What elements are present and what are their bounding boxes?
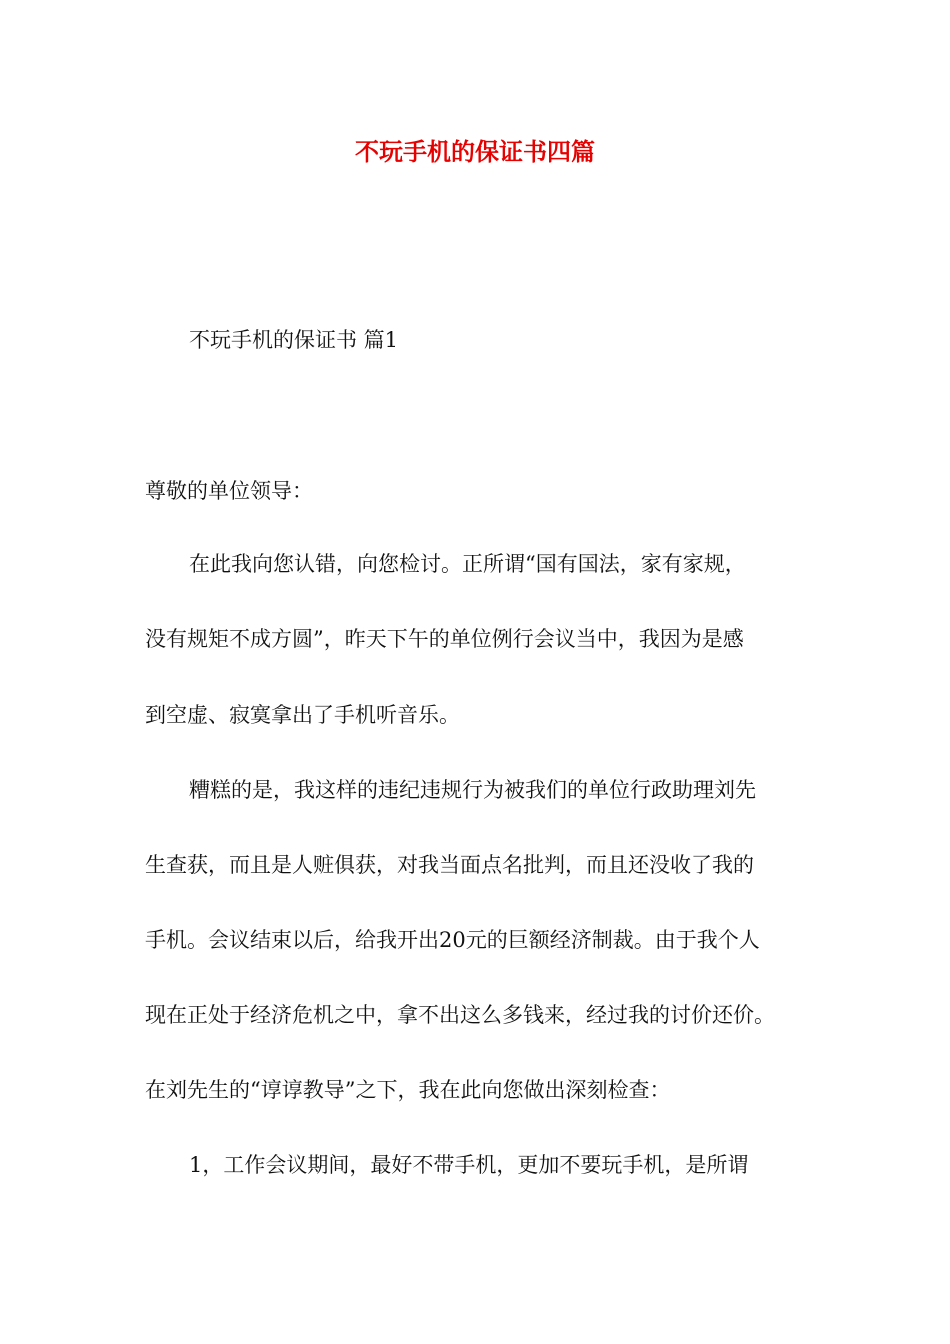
section-heading: 不玩手机的保证书 篇1: [189, 328, 399, 352]
paragraph-line: 糟糕的是，我这样的违纪违规行为被我们的单位行政助理刘先: [189, 778, 756, 802]
document-title: 不玩手机的保证书四篇: [355, 137, 595, 166]
paragraph-line: 在此我向您认错，向您检讨。正所谓“国有国法，家有家规，: [189, 552, 746, 576]
paragraph-line: 在刘先生的“谆谆教导”之下，我在此向您做出深刻检查：: [145, 1078, 671, 1102]
list-item-line: 1，工作会议期间，最好不带手机，更加不要玩手机，是所谓: [189, 1153, 749, 1177]
paragraph-line: 手机。会议结束以后，给我开出20元的巨额经济制裁。由于我个人: [145, 928, 760, 952]
paragraph-line: 到空虚、寂寞拿出了手机听音乐。: [145, 703, 460, 727]
paragraph-line: 没有规矩不成方圆”，昨天下午的单位例行会议当中，我因为是感: [145, 627, 744, 651]
paragraph-line: 现在正处于经济危机之中，拿不出这么多钱来，经过我的讨价还价。: [145, 1003, 775, 1027]
salutation: 尊敬的单位领导：: [145, 479, 313, 503]
paragraph-line: 生查获，而且是人赃俱获，对我当面点名批判，而且还没收了我的: [145, 853, 754, 877]
